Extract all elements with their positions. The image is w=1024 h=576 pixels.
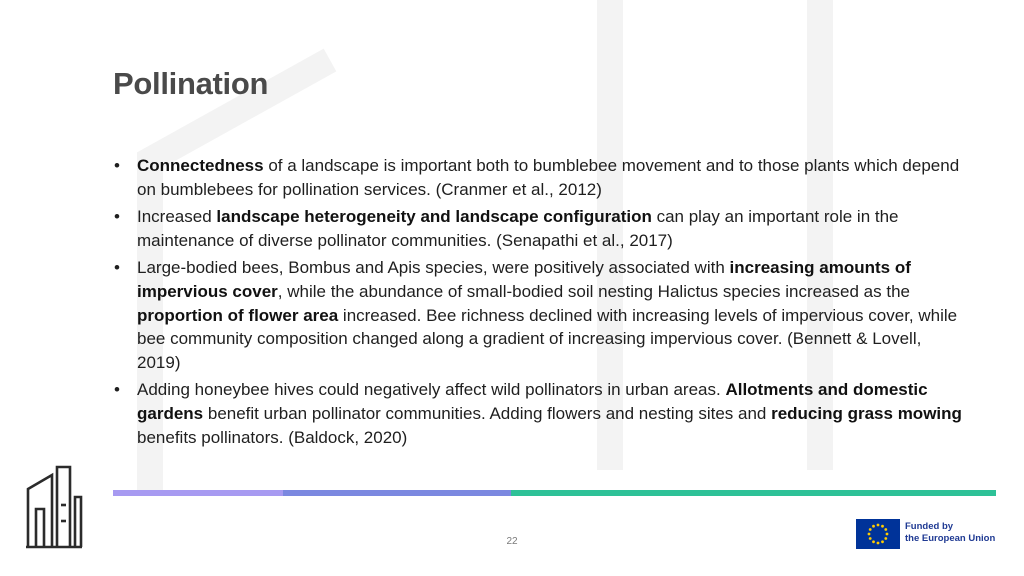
bullet-bold-text: increasing amounts of impervious cover	[137, 258, 911, 301]
slide-title: Pollination	[113, 66, 269, 101]
bullet-list	[113, 154, 963, 453]
city-buildings-icon	[24, 463, 84, 549]
bullet-marker: •	[114, 380, 120, 400]
bullet-item	[113, 154, 963, 201]
bullet-marker: •	[114, 156, 120, 175]
eu-funding-label	[905, 521, 995, 545]
bullet-bold-text: Connectedness	[137, 156, 264, 175]
bullet-item	[113, 378, 963, 449]
bullet-bold-text: landscape heterogeneity and landscape configuration	[216, 207, 652, 227]
eu-funding-line2: the European Union	[905, 533, 996, 544]
bullet-text: of a landscape is important both to bumblebee movement and to those plants which depend on bumblebees for pollination services. (Cranmer et al., 2012)	[137, 156, 960, 199]
bullet-marker: •	[114, 258, 120, 278]
bullet-item	[113, 256, 963, 374]
bullet-text: Adding honeybee hives could negatively affect wild pollinators in urban areas.	[137, 380, 726, 400]
bullet-bold-text: Allotments and domestic gardens	[137, 380, 928, 423]
bullet-text: , while the abundance of small-bodied soil nesting Halictus species increased as the	[277, 281, 910, 301]
bullet-text: benefits pollinators. (Baldock, 2020)	[137, 427, 408, 447]
bullet-text: Large-bodied bees, Bombus and Apis species, were positively associated with	[137, 258, 730, 278]
eu-flag-icon	[856, 519, 900, 549]
eu-funding-line1: Funded by	[905, 521, 954, 532]
page-number: 22	[506, 536, 518, 547]
bullet-marker: •	[114, 207, 120, 227]
bullet-item	[113, 205, 963, 252]
bullet-text: can play an important role in the maintenance of diverse pollinator communities. (Senapathi et al., 2017)	[137, 207, 899, 250]
bullet-bold-text: proportion of flower area	[137, 305, 339, 325]
bullet-text: increased. Bee richness declined with increasing levels of impervious cover, while bee community composition changed along a gradient of increasing impervious cover. (Bennett & Lovell, 2019)	[137, 305, 958, 372]
bullet-bold-text: reducing grass mowing	[771, 403, 962, 423]
bullet-text: Increased	[137, 207, 217, 227]
bullet-text: benefit urban pollinator communities. Adding flowers and nesting sites and	[203, 403, 772, 423]
divider-segment-purple	[113, 490, 283, 496]
divider-segment-blue	[283, 490, 511, 496]
divider-segment-green	[511, 490, 996, 496]
